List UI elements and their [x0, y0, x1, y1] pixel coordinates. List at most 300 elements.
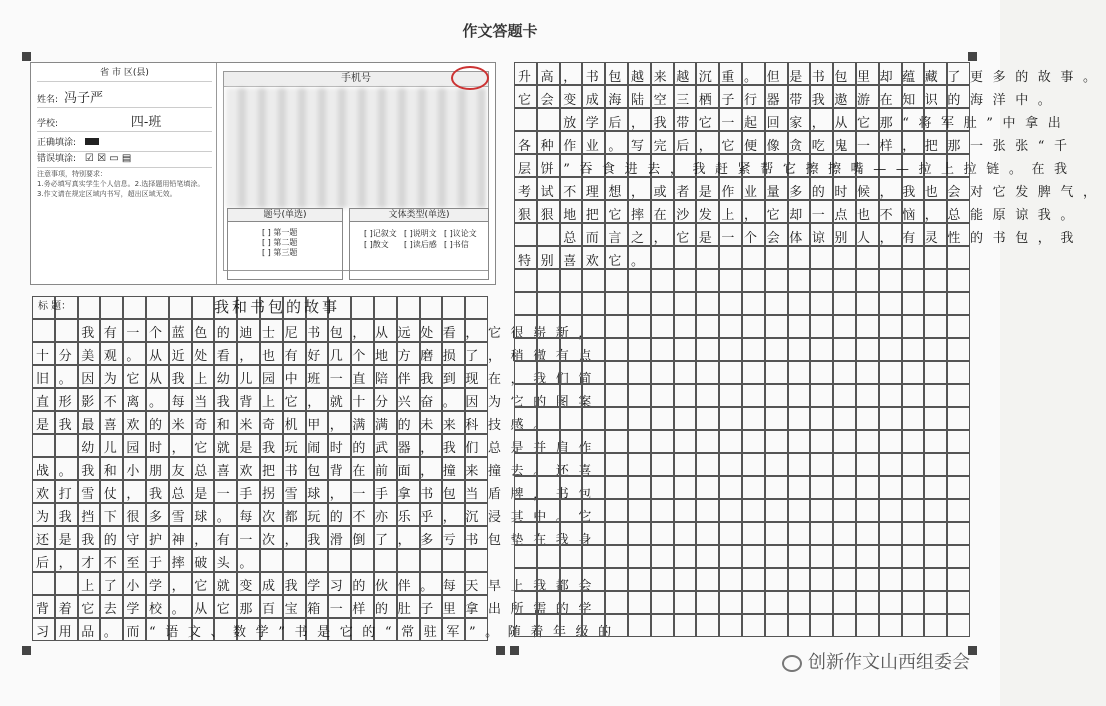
grid-cell — [788, 338, 811, 361]
grid-cell — [742, 591, 765, 614]
registration-mark — [22, 646, 31, 655]
genre-option[interactable]: [ ]读后感 — [404, 240, 437, 249]
grid-cell — [605, 269, 628, 292]
grid-cell — [879, 407, 902, 430]
grid-cell — [902, 430, 925, 453]
grid-cell — [628, 476, 651, 499]
grid-cell — [628, 453, 651, 476]
grid-cell — [947, 476, 970, 499]
grid-cell — [514, 614, 537, 637]
grid-cell — [537, 476, 560, 499]
grid-cell — [833, 292, 856, 315]
grid-cell — [696, 522, 719, 545]
grid-cell — [742, 499, 765, 522]
grid-cell — [902, 545, 925, 568]
grid-cell — [582, 499, 605, 522]
grid-cell — [582, 591, 605, 614]
grid-cell — [879, 522, 902, 545]
grid-cell — [582, 453, 605, 476]
grid-cell — [924, 453, 947, 476]
grid-cell — [902, 384, 925, 407]
grid-cell — [674, 292, 697, 315]
grid-cell — [560, 499, 583, 522]
essay-line: 总而言之，它是一个会体谅别人，有灵性的书包，我 — [518, 231, 1084, 246]
grid-cell — [810, 614, 833, 637]
grid-cell — [719, 246, 742, 269]
org-logo-icon — [451, 66, 489, 90]
grid-cell — [628, 591, 651, 614]
grid-cell — [856, 292, 879, 315]
grid-cell — [719, 338, 742, 361]
page-title: 作文答题卡 — [462, 22, 538, 40]
grid-cell — [514, 315, 537, 338]
essay-line: 各种作业。写完后，它便像贪吃鬼一样，把那一张张“千 — [518, 139, 1077, 154]
grid-cell — [719, 315, 742, 338]
grid-cell — [947, 407, 970, 430]
grid-cell — [628, 384, 651, 407]
essay-line: 背着它去学校。从它那百宝箱一样的肚子里拿出所需的学 — [36, 602, 602, 617]
essay-line: 特别喜欢它。 — [518, 254, 654, 269]
grid-cell — [674, 453, 697, 476]
grid-cell — [902, 453, 925, 476]
grid-cell — [788, 614, 811, 637]
grid-cell — [514, 568, 537, 591]
grid-cell — [742, 407, 765, 430]
grid-cell — [833, 591, 856, 614]
watermark — [782, 648, 970, 674]
grid-cell — [560, 384, 583, 407]
grid-cell — [810, 430, 833, 453]
grid-cell — [833, 269, 856, 292]
grid-cell — [100, 296, 123, 319]
grid-cell — [514, 292, 537, 315]
grid-cell — [582, 568, 605, 591]
grid-cell — [605, 499, 628, 522]
notes-block — [37, 169, 209, 199]
grid-cell — [696, 614, 719, 637]
topic-select-box — [227, 208, 343, 280]
essay-line: 直形影不离。每当我背上它，就十分兴奋。因为它的图案 — [36, 395, 602, 410]
grid-cell — [351, 549, 374, 572]
grid-cell — [605, 591, 628, 614]
grid-cell — [605, 338, 628, 361]
grid-cell — [582, 384, 605, 407]
grid-cell — [856, 338, 879, 361]
grid-cell — [628, 568, 651, 591]
grid-cell — [902, 591, 925, 614]
grid-cell — [696, 269, 719, 292]
grid-cell — [537, 430, 560, 453]
grid-cell — [674, 315, 697, 338]
grid-cell — [788, 292, 811, 315]
genre-option[interactable]: [ ]书信 — [444, 240, 469, 249]
grid-cell — [810, 453, 833, 476]
grid-cell — [651, 384, 674, 407]
grid-cell — [537, 315, 560, 338]
grid-cell — [146, 296, 169, 319]
grid-cell — [328, 549, 351, 572]
grid-cell — [283, 549, 306, 572]
essay-line: 欢打雪仗，我总是一手拐雪球，一手拿书包当盾牌，书包 — [36, 487, 602, 502]
grid-cell — [924, 614, 947, 637]
grid-cell — [742, 522, 765, 545]
grid-cell — [719, 591, 742, 614]
grid-cell — [605, 384, 628, 407]
grid-cell — [651, 476, 674, 499]
essay-line: 我有一个蓝色的迪士尼书包，从远处看，它很崭新， — [36, 326, 602, 341]
grid-cell — [879, 384, 902, 407]
grid-cell — [924, 499, 947, 522]
essay-line: 它会变成海陆空三栖子行器带我遨游在知识的海洋中。 — [518, 93, 1061, 108]
grid-cell — [605, 453, 628, 476]
grid-cell — [651, 591, 674, 614]
grid-cell — [442, 549, 465, 572]
grid-cell — [651, 338, 674, 361]
grid-cell — [742, 292, 765, 315]
grid-cell — [765, 338, 788, 361]
grid-cell — [651, 614, 674, 637]
grid-cell — [374, 549, 397, 572]
grid-cell — [719, 568, 742, 591]
grid-cell — [674, 246, 697, 269]
grid-cell — [742, 453, 765, 476]
grid-cell — [537, 614, 560, 637]
grid-cell — [674, 476, 697, 499]
watermark-text: 创新作文山西组委会 — [808, 652, 970, 673]
grid-cell — [465, 296, 488, 319]
grid-cell — [514, 338, 537, 361]
grid-cell — [560, 568, 583, 591]
grid-cell — [947, 292, 970, 315]
grid-cell — [833, 407, 856, 430]
grid-cell — [856, 361, 879, 384]
grid-cell — [879, 453, 902, 476]
grid-cell — [560, 315, 583, 338]
grid-cell — [582, 430, 605, 453]
grid-cell — [514, 476, 537, 499]
grid-cell — [924, 476, 947, 499]
grid-cell — [902, 361, 925, 384]
grid-cell — [765, 407, 788, 430]
grid-cell — [765, 568, 788, 591]
grid-cell — [605, 292, 628, 315]
grid-cell — [879, 246, 902, 269]
grid-cell — [560, 545, 583, 568]
grid-cell — [560, 522, 583, 545]
grid-cell — [856, 269, 879, 292]
grid-cell — [742, 384, 765, 407]
grid-cell — [514, 499, 537, 522]
essay-line: 幼儿园时，它就是我玩闹时的武器，我们总是并肩作 — [36, 441, 602, 456]
grid-cell — [582, 361, 605, 384]
grid-cell — [765, 522, 788, 545]
grid-cell — [765, 499, 788, 522]
grid-cell — [674, 499, 697, 522]
wechat-icon — [782, 655, 802, 672]
grid-cell — [879, 269, 902, 292]
grid-cell — [420, 296, 443, 319]
grid-cell — [902, 246, 925, 269]
grid-cell — [560, 338, 583, 361]
grid-cell — [765, 361, 788, 384]
grid-cell — [924, 430, 947, 453]
grid-cell — [765, 384, 788, 407]
grid-cell — [833, 453, 856, 476]
registration-mark — [22, 52, 31, 61]
grid-cell — [856, 384, 879, 407]
grid-cell — [902, 568, 925, 591]
grid-cell — [605, 315, 628, 338]
grid-cell — [696, 568, 719, 591]
grid-cell — [947, 591, 970, 614]
grid-cell — [742, 315, 765, 338]
grid-cell — [856, 499, 879, 522]
grid-cell — [924, 384, 947, 407]
grid-cell — [924, 246, 947, 269]
grid-cell — [924, 361, 947, 384]
grid-cell — [582, 545, 605, 568]
essay-line: 层饼”吞食进去，我赶紧帮它擦擦嘴——拉上拉链。在我 — [518, 162, 1077, 177]
topic-option[interactable]: [ ] 第二题 — [262, 238, 298, 247]
grid-cell — [560, 292, 583, 315]
registration-mark — [496, 646, 505, 655]
grid-cell — [123, 296, 146, 319]
grid-cell — [810, 522, 833, 545]
grid-cell — [651, 453, 674, 476]
school-row — [37, 115, 212, 132]
filled-mark-icon — [85, 138, 99, 145]
grid-cell — [560, 430, 583, 453]
grid-cell — [833, 476, 856, 499]
grid-cell — [674, 545, 697, 568]
grid-cell — [947, 522, 970, 545]
grid-cell — [605, 407, 628, 430]
grid-cell — [696, 246, 719, 269]
grid-cell — [810, 246, 833, 269]
grid-cell — [651, 315, 674, 338]
grid-cell — [788, 522, 811, 545]
grid-cell — [192, 296, 215, 319]
grid-cell — [605, 614, 628, 637]
notes-title: 注意事项，特别要求： — [37, 170, 107, 178]
grid-cell — [696, 499, 719, 522]
grid-cell — [924, 292, 947, 315]
grid-cell — [902, 292, 925, 315]
genre-option[interactable]: [ ]议论文 — [444, 229, 477, 238]
registration-mark — [968, 52, 977, 61]
grid-cell — [560, 614, 583, 637]
grid-cell — [742, 361, 765, 384]
genre-option[interactable]: [ ]散文 — [364, 240, 389, 249]
grid-cell — [833, 568, 856, 591]
grid-cell — [765, 430, 788, 453]
grid-cell — [788, 384, 811, 407]
grid-cell — [696, 591, 719, 614]
grid-cell — [810, 499, 833, 522]
grid-cell — [628, 315, 651, 338]
grid-cell — [514, 430, 537, 453]
grid-cell — [537, 407, 560, 430]
grid-cell — [560, 476, 583, 499]
grid-cell — [924, 591, 947, 614]
grid-cell — [719, 407, 742, 430]
grid-cell — [810, 568, 833, 591]
grid-cell — [674, 361, 697, 384]
grid-cell — [810, 361, 833, 384]
grid-cell — [947, 453, 970, 476]
grid-cell — [537, 384, 560, 407]
grid-cell — [947, 384, 970, 407]
grid-cell — [810, 591, 833, 614]
grid-cell — [696, 545, 719, 568]
grid-cell — [719, 292, 742, 315]
grid-cell — [902, 407, 925, 430]
grid-cell — [514, 522, 537, 545]
genre-box-title: 文体类型(单选) — [350, 209, 488, 222]
grid-cell — [788, 568, 811, 591]
grid-cell — [306, 549, 329, 572]
title-label: 标 题： — [38, 301, 72, 312]
essay-line: 狠狠地把它摔在沙发上，它却一点也不恼，总能原谅我。 — [518, 208, 1084, 223]
grid-cell — [742, 430, 765, 453]
grid-cell — [628, 430, 651, 453]
grid-cell — [696, 384, 719, 407]
grid-cell — [833, 499, 856, 522]
essay-line: 后，才不至于摔破头。 — [36, 556, 263, 571]
grid-cell — [582, 614, 605, 637]
grid-cell — [169, 296, 192, 319]
correct-fill-label: 正确填涂: — [37, 138, 77, 148]
grid-cell — [674, 614, 697, 637]
grid-cell — [560, 269, 583, 292]
grid-cell — [765, 246, 788, 269]
grid-cell — [902, 614, 925, 637]
grid-cell — [879, 614, 902, 637]
wrong-fill-row — [37, 151, 212, 168]
grid-cell — [856, 522, 879, 545]
grid-cell — [374, 296, 397, 319]
grid-cell — [582, 269, 605, 292]
grid-cell — [947, 338, 970, 361]
grid-cell — [947, 614, 970, 637]
grid-cell — [879, 315, 902, 338]
grid-cell — [628, 407, 651, 430]
grid-cell — [78, 296, 101, 319]
essay-line: 习用品。而“语文、数学”书是它的“常驻军”。随着年级的 — [36, 625, 621, 640]
grid-cell — [537, 591, 560, 614]
grid-cell — [879, 499, 902, 522]
grid-cell — [674, 269, 697, 292]
grid-cell — [514, 384, 537, 407]
grid-cell — [674, 338, 697, 361]
grid-cell — [651, 292, 674, 315]
grid-cell — [674, 384, 697, 407]
grid-cell — [696, 292, 719, 315]
grid-cell — [856, 430, 879, 453]
topic-options — [228, 222, 342, 258]
grid-cell — [628, 361, 651, 384]
essay-line: 升高，书包越来越沉重。但是书包里却蕴藏了更多的故事。 — [518, 70, 1106, 85]
grid-cell — [947, 545, 970, 568]
genre-option[interactable]: [ ]说明文 — [404, 229, 437, 238]
grid-cell — [856, 453, 879, 476]
grid-cell — [810, 476, 833, 499]
grid-cell — [879, 545, 902, 568]
grid-cell — [537, 499, 560, 522]
grid-cell — [788, 246, 811, 269]
essay-line: 战。我和小朋友总喜欢把书包背在前面，撞来撞去。还喜 — [36, 464, 602, 479]
grid-cell — [696, 453, 719, 476]
grid-cell — [902, 269, 925, 292]
grid-cell — [674, 568, 697, 591]
grid-cell — [582, 315, 605, 338]
topic-box-title: 题号(单选) — [228, 209, 342, 222]
grid-cell — [537, 338, 560, 361]
genre-option[interactable]: [ ]记叙文 — [364, 229, 397, 238]
grid-cell — [947, 315, 970, 338]
grid-cell — [810, 407, 833, 430]
grid-cell — [924, 338, 947, 361]
grid-cell — [947, 361, 970, 384]
grid-cell — [537, 522, 560, 545]
grid-cell — [879, 568, 902, 591]
grid-cell — [696, 476, 719, 499]
grid-cell — [397, 296, 420, 319]
grid-cell — [856, 476, 879, 499]
grid-cell — [765, 292, 788, 315]
grid-cell — [856, 591, 879, 614]
grid-cell — [742, 269, 765, 292]
student-info-card — [30, 62, 496, 285]
grid-cell — [628, 499, 651, 522]
grid-cell — [902, 522, 925, 545]
essay-line: 还是我的守护神，有一次，我滑倒了，多亏书包垫在我身 — [36, 533, 602, 548]
grid-cell — [605, 545, 628, 568]
grid-cell — [765, 591, 788, 614]
grid-cell — [924, 545, 947, 568]
name-label: 姓名: — [37, 95, 59, 105]
grid-cell — [651, 246, 674, 269]
grid-cell — [674, 522, 697, 545]
grid-cell — [651, 269, 674, 292]
grid-cell — [582, 338, 605, 361]
grid-cell — [765, 453, 788, 476]
correct-fill-row — [37, 135, 212, 152]
grid-cell — [351, 296, 374, 319]
grid-cell — [696, 361, 719, 384]
grid-cell — [719, 384, 742, 407]
topic-option[interactable]: [ ] 第一题 — [262, 228, 298, 237]
grid-cell — [582, 522, 605, 545]
grid-cell — [674, 591, 697, 614]
grid-cell — [514, 545, 537, 568]
grid-cell — [537, 568, 560, 591]
grid-cell — [947, 246, 970, 269]
grid-cell — [514, 407, 537, 430]
grid-cell — [514, 453, 537, 476]
grid-cell — [537, 453, 560, 476]
grid-cell — [810, 269, 833, 292]
grid-cell — [442, 296, 465, 319]
topic-option[interactable]: [ ] 第三题 — [262, 248, 298, 257]
grid-cell — [810, 315, 833, 338]
grid-cell — [651, 407, 674, 430]
grid-cell — [605, 430, 628, 453]
essay-title: 我和书包的故事 — [214, 298, 341, 316]
name-value: 冯子严 — [64, 91, 104, 106]
grid-cell — [833, 338, 856, 361]
grid-cell — [719, 430, 742, 453]
